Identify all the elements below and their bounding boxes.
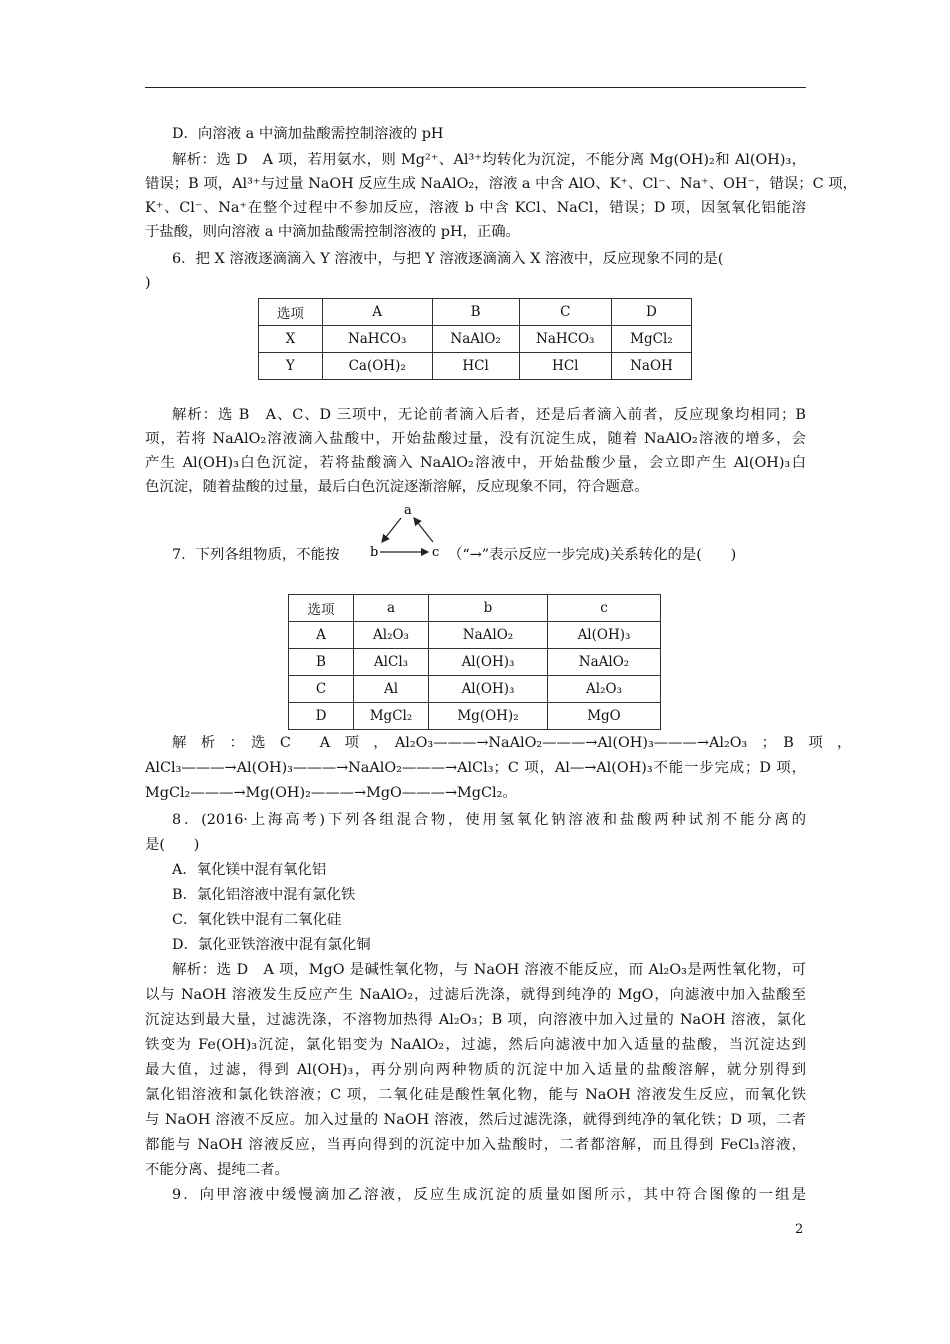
- table-header-cell: 选项: [289, 595, 354, 622]
- table-cell: MgO: [548, 703, 661, 730]
- q7-stem: 7．下列各组物质，不能按: [172, 547, 340, 563]
- table-header-cell: D: [611, 299, 691, 326]
- node-c-label: c: [432, 545, 440, 560]
- table-cell: NaHCO₃: [519, 326, 611, 353]
- table-header-cell: A: [322, 299, 432, 326]
- table-cell: Al(OH)₃: [429, 649, 548, 676]
- table-cell: HCl: [519, 353, 611, 380]
- q7-analysis-line: 解 析 ： 选 C A 项 ， Al₂O₃———→NaAlO₂———→Al(OH)₃———→Al₂O₃ ； B 项 ，: [172, 735, 852, 751]
- table-row: [259, 353, 692, 380]
- table-row: [289, 649, 661, 676]
- page-number: 2: [795, 1222, 804, 1237]
- q8-analysis-line: 解析：选 D A 项，MgO 是碱性氧化物，与 NaOH 溶液不能反应，而 Al₂O₃是两性氧化物，可: [172, 962, 806, 978]
- table-header-cell: b: [429, 595, 548, 622]
- table-cell: Mg(OH)₂: [429, 703, 548, 730]
- q7-analysis-line: MgCl₂———→Mg(OH)₂———→MgO———→MgCl₂。: [145, 785, 517, 801]
- q5-option-d: D．向溶液 a 中滴加盐酸需控制溶液的 pH: [172, 126, 444, 142]
- q6-analysis-line: 解析：选 B A、C、D 三项中，无论前者滴入后者，还是后者滴入前者，反应现象均相同；B: [172, 407, 806, 423]
- q6-stem: 6．把 X 溶液逐滴滴入 Y 溶液中，与把 Y 溶液逐滴滴入 X 溶液中，反应现象不同的是(: [172, 251, 724, 267]
- q8-option-c: C．氧化铁中混有二氧化硅: [172, 912, 342, 928]
- q8-analysis-line: 都能与 NaOH 溶液反应，当再向得到的沉淀中加入盐酸时，二者都溶解，而且得到 FeCl₃溶液，: [145, 1137, 806, 1153]
- table-row: [259, 326, 692, 353]
- header-rule: [145, 87, 806, 88]
- table-cell: C: [289, 676, 354, 703]
- table-cell: A: [289, 622, 354, 649]
- table-row: [289, 595, 661, 622]
- q8-analysis-line: 与 NaOH 溶液不反应。加入过量的 NaOH 溶液，然后过滤洗涤，就得到纯净的氧化铁；D 项，二者: [145, 1112, 806, 1128]
- q5-analysis-line: 解析：选 D A 项，若用氨水，则 Mg²⁺、Al³⁺均转化为沉淀，不能分离 Mg(OH)₂和 Al(OH)₃，: [172, 152, 806, 168]
- q6-analysis-line: 产生 Al(OH)₃白色沉淀，若将盐酸滴入 NaAlO₂溶液中，开始盐酸少量，会立即产生 Al(OH)₃白: [145, 455, 806, 471]
- q8-analysis-line: 以与 NaOH 溶液发生反应产生 NaAlO₂，过滤后洗涤，就得到纯净的 MgO，向滤液中加入盐酸至: [145, 987, 806, 1003]
- q8-option-b: B．氯化铝溶液中混有氯化铁: [172, 887, 356, 903]
- table-row: [289, 676, 661, 703]
- q7-stem-tail: （“→”表示反应一步完成)关系转化的是( ): [448, 547, 737, 563]
- arrow-a-to-b: [382, 518, 401, 542]
- q7-analysis-line: AlCl₃———→Al(OH)₃———→NaAlO₂———→AlCl₃；C 项，Al—→Al(OH)₃不能一步完成；D 项，: [145, 760, 806, 776]
- table-cell: NaAlO₂: [429, 622, 548, 649]
- q6-analysis-line: 项，若将 NaAlO₂溶液滴入盐酸中，开始盐酸过量，没有沉淀生成，随着 NaAlO₂溶液的增多，会: [145, 431, 806, 447]
- q7-table: [288, 594, 661, 730]
- arrow-c-to-a: [414, 518, 433, 542]
- q6-stem-end: ): [145, 275, 151, 291]
- table-cell: Al₂O₃: [548, 676, 661, 703]
- table-cell: X: [259, 326, 323, 353]
- table-cell: NaAlO₂: [432, 326, 519, 353]
- node-b-label: b: [370, 545, 379, 560]
- table-cell: Al: [354, 676, 429, 703]
- table-cell: Al(OH)₃: [548, 622, 661, 649]
- table-row: [289, 703, 661, 730]
- table-header-cell: a: [354, 595, 429, 622]
- q6-analysis-line: 色沉淀，随着盐酸的过量，最后白色沉淀逐渐溶解，反应现象不同，符合题意。: [145, 479, 649, 495]
- q7-triangle-diagram: [370, 500, 442, 566]
- q8-stem: 8．(2016·上海高考)下列各组混合物，使用氢氧化钠溶液和盐酸两种试剂不能分离的: [172, 812, 806, 828]
- table-cell: MgCl₂: [354, 703, 429, 730]
- table-header-cell: C: [519, 299, 611, 326]
- q8-option-d: D．氯化亚铁溶液中混有氯化铜: [172, 937, 371, 953]
- node-a-label: a: [404, 503, 412, 518]
- q6-table: [258, 298, 692, 380]
- table-header-cell: B: [432, 299, 519, 326]
- table-cell: NaHCO₃: [322, 326, 432, 353]
- table-header-cell: 选项: [259, 299, 323, 326]
- table-cell: Ca(OH)₂: [322, 353, 432, 380]
- table-cell: NaAlO₂: [548, 649, 661, 676]
- table-cell: B: [289, 649, 354, 676]
- q8-analysis-line: 不能分离、提纯二者。: [145, 1162, 289, 1178]
- table-cell: HCl: [432, 353, 519, 380]
- table-cell: NaOH: [611, 353, 691, 380]
- q8-analysis-line: 最大值，过滤，得到 Al(OH)₃，再分别向两种物质的沉淀中加入适量的盐酸溶解，就分别得到: [145, 1062, 806, 1078]
- q8-analysis-line: 沉淀达到最大量，过滤洗涤，不溶物加热得 Al₂O₃；B 项，向溶液中加入过量的 NaOH 溶液，氯化: [145, 1012, 806, 1028]
- table-row: [289, 622, 661, 649]
- table-cell: D: [289, 703, 354, 730]
- table-cell: Y: [259, 353, 323, 380]
- q8-analysis-line: 铁变为 Fe(OH)₃沉淀，氯化铝变为 NaAlO₂，过滤，然后向滤液中加入适量的盐酸，当沉淀达到: [145, 1037, 806, 1053]
- q9-stem: 9．向甲溶液中缓慢滴加乙溶液，反应生成沉淀的质量如图所示，其中符合图像的一组是: [172, 1187, 806, 1203]
- table-cell: AlCl₃: [354, 649, 429, 676]
- q5-analysis-line: K⁺、Cl⁻、Na⁺在整个过程中不参加反应，溶液 b 中含 KCl、NaCl，错误；D 项，因氢氧化铝能溶: [145, 200, 806, 216]
- table-row: [259, 299, 692, 326]
- table-header-cell: c: [548, 595, 661, 622]
- q5-analysis-line: 于盐酸，则向溶液 a 中滴加盐酸需控制溶液的 pH，正确。: [145, 224, 521, 240]
- table-cell: Al(OH)₃: [429, 676, 548, 703]
- q8-analysis-line: 氯化铝溶液和氯化铁溶液；C 项，二氧化硅是酸性氧化物，能与 NaOH 溶液发生反应，而氧化铁: [145, 1087, 806, 1103]
- q8-option-a: A．氧化镁中混有氧化铝: [172, 862, 327, 878]
- q5-analysis-line: 错误；B 项，Al³⁺与过量 NaOH 反应生成 NaAlO₂，溶液 a 中含 AlO、K⁺、Cl⁻、Na⁺、OH⁻，错误；C 项，: [145, 176, 857, 192]
- table-cell: MgCl₂: [611, 326, 691, 353]
- q8-stem-end: 是( ): [145, 837, 200, 853]
- table-cell: Al₂O₃: [354, 622, 429, 649]
